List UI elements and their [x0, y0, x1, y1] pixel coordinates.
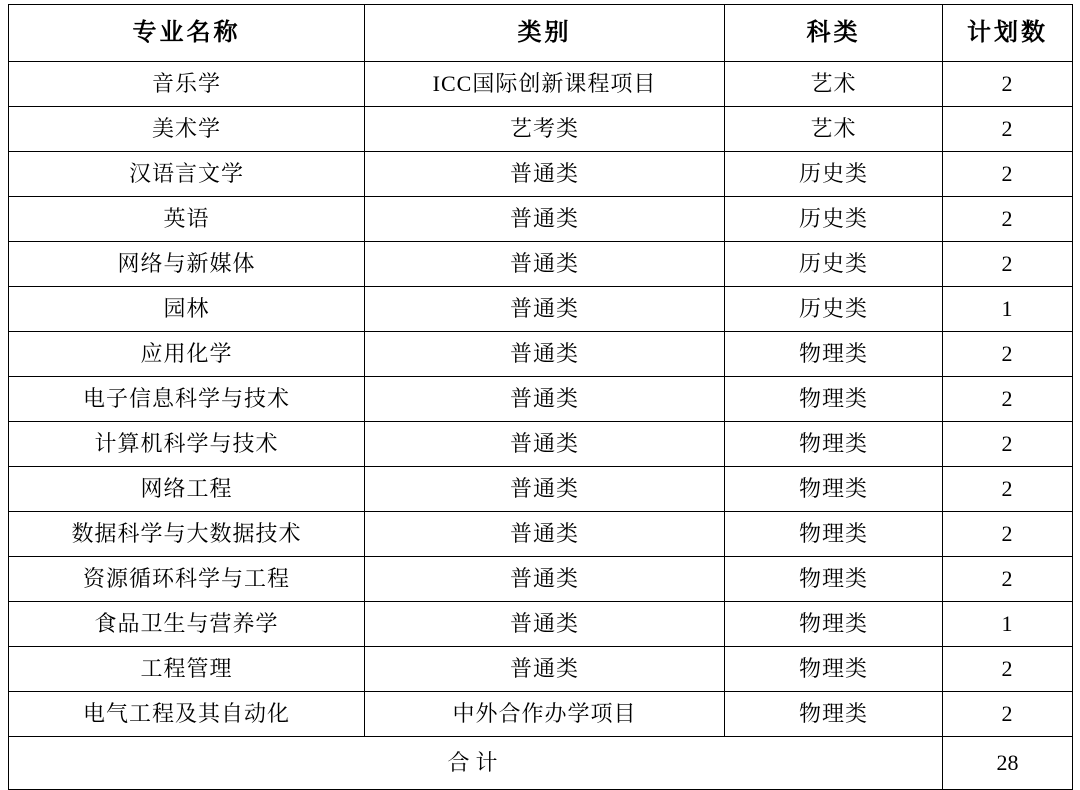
cell-count: 2	[943, 647, 1073, 692]
cell-major: 网络工程	[9, 467, 365, 512]
cell-subject: 物理类	[725, 422, 943, 467]
cell-category: 艺考类	[365, 107, 725, 152]
cell-category: 普通类	[365, 602, 725, 647]
cell-count: 1	[943, 602, 1073, 647]
cell-category: 普通类	[365, 557, 725, 602]
cell-category: 普通类	[365, 647, 725, 692]
table-row	[9, 287, 1073, 332]
table-row	[9, 692, 1073, 737]
cell-major: 资源循环科学与工程	[9, 557, 365, 602]
cell-major: 应用化学	[9, 332, 365, 377]
table-body	[9, 62, 1073, 790]
cell-count: 2	[943, 107, 1073, 152]
cell-category: ICC国际创新课程项目	[365, 62, 725, 107]
table-row	[9, 152, 1073, 197]
table-row	[9, 377, 1073, 422]
column-header-category: 类别	[365, 5, 725, 62]
table-row	[9, 557, 1073, 602]
column-header-major: 专业名称	[9, 5, 365, 62]
cell-count: 2	[943, 197, 1073, 242]
cell-category: 中外合作办学项目	[365, 692, 725, 737]
cell-category: 普通类	[365, 152, 725, 197]
table-row	[9, 512, 1073, 557]
cell-subject: 历史类	[725, 242, 943, 287]
cell-major: 数据科学与大数据技术	[9, 512, 365, 557]
cell-major: 汉语言文学	[9, 152, 365, 197]
cell-category: 普通类	[365, 332, 725, 377]
cell-subject: 物理类	[725, 467, 943, 512]
cell-count: 2	[943, 242, 1073, 287]
table-row	[9, 422, 1073, 467]
cell-subject: 历史类	[725, 197, 943, 242]
total-label: 合计	[9, 737, 943, 790]
table-row	[9, 647, 1073, 692]
cell-subject: 历史类	[725, 287, 943, 332]
table-row	[9, 107, 1073, 152]
cell-count: 2	[943, 467, 1073, 512]
cell-category: 普通类	[365, 422, 725, 467]
cell-major: 网络与新媒体	[9, 242, 365, 287]
table-row	[9, 62, 1073, 107]
table-row	[9, 242, 1073, 287]
header-row	[9, 5, 1073, 62]
cell-major: 电子信息科学与技术	[9, 377, 365, 422]
cell-major: 音乐学	[9, 62, 365, 107]
cell-category: 普通类	[365, 377, 725, 422]
table-header	[9, 5, 1073, 62]
cell-major: 英语	[9, 197, 365, 242]
cell-count: 2	[943, 512, 1073, 557]
total-count: 28	[943, 737, 1073, 790]
cell-count: 2	[943, 152, 1073, 197]
cell-count: 1	[943, 287, 1073, 332]
cell-category: 普通类	[365, 512, 725, 557]
cell-category: 普通类	[365, 467, 725, 512]
cell-count: 2	[943, 557, 1073, 602]
cell-subject: 物理类	[725, 512, 943, 557]
cell-subject: 艺术	[725, 107, 943, 152]
cell-subject: 物理类	[725, 647, 943, 692]
cell-major: 计算机科学与技术	[9, 422, 365, 467]
cell-count: 2	[943, 377, 1073, 422]
cell-category: 普通类	[365, 197, 725, 242]
cell-major: 美术学	[9, 107, 365, 152]
table-row	[9, 332, 1073, 377]
cell-count: 2	[943, 62, 1073, 107]
cell-count: 2	[943, 692, 1073, 737]
cell-major: 食品卫生与营养学	[9, 602, 365, 647]
cell-subject: 物理类	[725, 602, 943, 647]
cell-category: 普通类	[365, 287, 725, 332]
cell-major: 电气工程及其自动化	[9, 692, 365, 737]
cell-subject: 物理类	[725, 692, 943, 737]
table-row	[9, 602, 1073, 647]
column-header-count: 计划数	[943, 5, 1073, 62]
cell-subject: 艺术	[725, 62, 943, 107]
cell-major: 园林	[9, 287, 365, 332]
cell-subject: 物理类	[725, 332, 943, 377]
cell-subject: 历史类	[725, 152, 943, 197]
total-row	[9, 737, 1073, 790]
column-header-subject: 科类	[725, 5, 943, 62]
cell-subject: 物理类	[725, 557, 943, 602]
enrollment-plan-table	[8, 4, 1073, 790]
table-row	[9, 467, 1073, 512]
document-page	[0, 4, 1080, 784]
cell-major: 工程管理	[9, 647, 365, 692]
table-row	[9, 197, 1073, 242]
cell-category: 普通类	[365, 242, 725, 287]
cell-count: 2	[943, 332, 1073, 377]
cell-subject: 物理类	[725, 377, 943, 422]
cell-count: 2	[943, 422, 1073, 467]
